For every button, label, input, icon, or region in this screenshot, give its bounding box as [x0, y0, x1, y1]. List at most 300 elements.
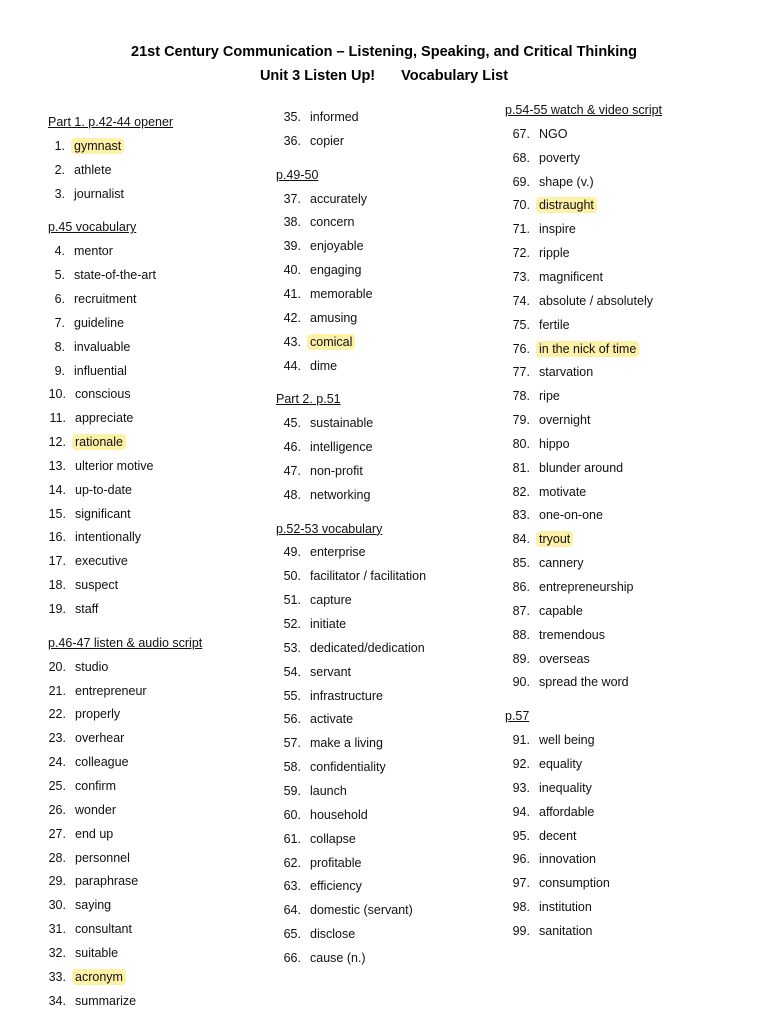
item-number: 16.	[48, 530, 66, 545]
vocab-item	[505, 387, 563, 405]
vocab-word: concern	[310, 215, 355, 230]
vocab-word: up-to-date	[75, 482, 132, 497]
item-number: 87.	[512, 603, 530, 618]
vocab-item	[505, 268, 606, 286]
vocab-item	[48, 944, 121, 962]
vocab-item	[276, 782, 350, 800]
vocab-item	[48, 314, 127, 332]
vocab-item	[48, 362, 130, 380]
vocab-word: influential	[74, 363, 127, 378]
vocab-word: sanitation	[539, 923, 593, 938]
vocab-word: cause (n.)	[310, 950, 366, 965]
item-number: 81.	[512, 460, 530, 475]
vocab-item	[276, 333, 355, 351]
item-number: 66.	[283, 950, 301, 965]
vocab-item	[276, 758, 389, 776]
vocab-word: motivate	[539, 484, 587, 499]
vocab-word: initiate	[310, 617, 347, 631]
item-number: 58.	[283, 760, 301, 775]
vocab-word: ripe	[539, 389, 560, 404]
vocab-item	[276, 438, 376, 456]
item-number: 69.	[512, 174, 530, 189]
highlighted-vocab-word: gymnast	[71, 138, 124, 154]
vocab-item	[505, 755, 585, 773]
vocab-item	[48, 457, 157, 475]
item-number: 99.	[512, 923, 530, 938]
unit-title: Unit 3 Listen Up!	[259, 68, 376, 84]
vocab-word: engaging	[310, 263, 362, 278]
vocab-item	[276, 663, 354, 681]
vocab-item	[276, 462, 366, 480]
item-number: 74.	[512, 293, 530, 308]
item-number: 23.	[48, 731, 66, 746]
vocab-word: disclose	[310, 927, 356, 942]
item-number: 97.	[512, 876, 530, 891]
highlighted-vocab-word: comical	[307, 334, 355, 350]
vocab-word: domestic (servant)	[310, 903, 413, 918]
vocab-word: personnel	[75, 850, 130, 865]
vocab-word: invaluable	[74, 339, 131, 354]
item-number: 45.	[283, 416, 301, 431]
vocab-item	[505, 530, 573, 548]
vocab-item	[276, 806, 371, 824]
vocab-item	[276, 925, 358, 943]
vocab-item	[505, 125, 570, 143]
vocab-word: ripple	[539, 246, 570, 261]
vocab-item	[505, 459, 626, 477]
vocab-item	[505, 626, 608, 644]
item-number: 13.	[48, 458, 66, 473]
vocab-item	[505, 731, 598, 749]
item-number: 15.	[48, 506, 66, 521]
item-number: 7.	[54, 315, 65, 330]
item-number: 50.	[283, 569, 301, 584]
item-number: 2.	[54, 162, 65, 177]
item-number: 70.	[512, 198, 530, 213]
item-number: 82.	[512, 484, 530, 499]
item-number: 29.	[48, 874, 66, 889]
item-number: 49.	[283, 545, 301, 560]
item-number: 12.	[48, 435, 66, 450]
vocab-word: consumption	[539, 876, 610, 891]
section-heading: p.49-50	[276, 167, 319, 182]
item-number: 44.	[283, 358, 301, 373]
vocab-item	[48, 576, 121, 594]
item-number: 27.	[48, 826, 66, 841]
highlighted-vocab-word: distraught	[536, 197, 597, 213]
item-number: 84.	[512, 532, 530, 547]
item-number: 24.	[48, 755, 66, 770]
item-number: 75.	[512, 317, 530, 332]
item-number: 10.	[48, 387, 66, 402]
item-number: 91.	[512, 733, 530, 748]
vocab-word: studio	[75, 659, 109, 674]
item-number: 35.	[283, 110, 301, 124]
vocab-item	[48, 968, 126, 986]
vocab-word: affordable	[539, 804, 595, 819]
vocab-item	[48, 552, 131, 570]
item-number: 21.	[48, 683, 66, 698]
vocab-item	[505, 803, 597, 821]
vocab-item	[276, 639, 428, 657]
item-number: 54.	[283, 664, 301, 679]
vocab-item	[48, 266, 159, 284]
vocab-item	[48, 872, 141, 890]
vocab-word: consultant	[75, 922, 132, 937]
vocab-item	[48, 729, 127, 747]
vocab-word: appreciate	[75, 411, 134, 426]
section-heading: p.52-53 vocabulary	[276, 521, 383, 536]
item-number: 92.	[512, 756, 530, 771]
item-number: 90.	[512, 675, 530, 690]
vocab-item	[505, 922, 596, 940]
vocab-word: enjoyable	[310, 239, 364, 254]
vocab-item	[276, 710, 356, 728]
item-number: 8.	[54, 339, 65, 354]
item-number: 77.	[512, 365, 530, 380]
vocab-word: infrastructure	[310, 688, 383, 703]
vocab-item	[48, 528, 144, 546]
vocab-item	[276, 687, 386, 705]
vocab-item	[276, 261, 364, 279]
vocab-item	[276, 591, 355, 609]
vocab-item	[276, 567, 429, 585]
item-number: 18.	[48, 578, 66, 593]
item-number: 72.	[512, 246, 530, 261]
vocab-item	[505, 149, 583, 167]
item-number: 65.	[283, 927, 301, 942]
vocab-word: recruitment	[74, 291, 137, 306]
vocab-word: journalist	[74, 186, 125, 201]
vocab-item	[505, 827, 580, 845]
item-number: 76.	[512, 341, 530, 356]
item-number: 33.	[48, 969, 66, 984]
vocab-item	[48, 481, 135, 499]
vocab-word: inspire	[539, 222, 576, 237]
vocab-word: capable	[539, 603, 583, 618]
item-number: 36.	[283, 133, 301, 148]
vocab-word: significant	[75, 506, 131, 521]
vocab-word: enterprise	[310, 545, 366, 560]
highlighted-vocab-word: tryout	[536, 531, 573, 547]
vocab-item	[505, 650, 593, 668]
vocab-word: innovation	[539, 852, 596, 867]
item-number: 89.	[512, 651, 530, 666]
vocab-word: athlete	[74, 162, 112, 177]
vocab-word: inequality	[539, 780, 592, 795]
vocab-item	[276, 108, 362, 126]
item-number: 59.	[283, 783, 301, 798]
vocab-word: magnificent	[539, 269, 603, 284]
item-number: 3.	[54, 186, 65, 201]
vocab-item	[505, 363, 596, 381]
vocab-item	[505, 316, 573, 334]
vocab-word: sustainable	[310, 416, 374, 431]
item-number: 55.	[283, 688, 301, 703]
vocab-item	[505, 292, 656, 310]
vocab-item	[48, 433, 126, 451]
vocab-word: efficiency	[310, 879, 362, 894]
vocab-word: end up	[75, 826, 114, 841]
vocab-word: starvation	[539, 365, 594, 380]
vocab-item	[505, 220, 579, 238]
vocab-word: dime	[310, 358, 338, 373]
highlighted-vocab-word: in the nick of time	[536, 341, 639, 357]
item-number: 47.	[283, 463, 301, 478]
vocab-item	[48, 242, 116, 260]
vocab-item	[505, 673, 632, 691]
vocab-item	[505, 578, 637, 596]
vocab-item	[505, 340, 639, 358]
item-number: 6.	[54, 291, 65, 306]
item-number: 26.	[48, 802, 66, 817]
vocab-item	[48, 161, 115, 179]
vocab-item	[276, 734, 386, 752]
vocab-word: ulterior motive	[75, 458, 154, 473]
item-number: 98.	[512, 900, 530, 915]
section-heading: p.45 vocabulary	[48, 220, 137, 235]
vocab-word: poverty	[539, 150, 580, 165]
item-number: 60.	[283, 807, 301, 822]
item-number: 11.	[49, 411, 66, 426]
list-title: Vocabulary List	[401, 68, 509, 84]
item-number: 5.	[54, 268, 65, 283]
item-number: 73.	[512, 269, 530, 284]
item-number: 9.	[54, 363, 65, 378]
vocab-word: summarize	[75, 993, 137, 1008]
item-number: 46.	[283, 440, 301, 455]
item-number: 14.	[48, 482, 66, 497]
item-number: 79.	[512, 413, 530, 428]
vocab-word: launch	[310, 783, 347, 798]
vocab-word: collapse	[310, 831, 356, 846]
vocab-item	[276, 357, 340, 375]
vocab-word: equality	[539, 756, 583, 771]
highlighted-vocab-word: acronym	[72, 969, 126, 985]
vocab-word: amusing	[310, 310, 358, 325]
vocab-word: overnight	[539, 413, 591, 428]
vocab-item	[276, 830, 359, 848]
vocab-item	[48, 753, 132, 771]
vocab-word: intentionally	[75, 530, 142, 545]
vocab-item	[276, 486, 373, 504]
vocab-word: fertile	[539, 317, 570, 332]
item-number: 63.	[283, 879, 301, 894]
item-number: 86.	[512, 580, 530, 594]
vocab-word: accurately	[310, 191, 367, 206]
item-number: 38.	[283, 215, 301, 230]
section-heading: Part 1. p.42-44 opener	[48, 115, 174, 129]
vocab-word: overseas	[539, 651, 590, 666]
vocab-item	[505, 173, 597, 191]
vocab-item	[48, 385, 134, 403]
vocab-word: household	[310, 807, 368, 822]
vocab-word: tremendous	[539, 627, 606, 642]
vocab-item	[48, 505, 134, 523]
vocab-word: state-of-the-art	[74, 268, 156, 283]
vocab-item	[276, 854, 364, 872]
item-number: 22.	[48, 707, 66, 722]
item-number: 1.	[54, 138, 65, 153]
vocab-word: suitable	[75, 945, 119, 960]
vocab-word: memorable	[310, 286, 373, 301]
vocab-word: one-on-one	[539, 508, 603, 523]
item-number: 83.	[512, 508, 530, 523]
vocab-word: staff	[75, 602, 99, 616]
item-number: 32.	[48, 945, 66, 960]
item-number: 37.	[283, 191, 301, 206]
vocab-item	[48, 705, 123, 723]
vocab-word: confirm	[75, 778, 116, 793]
vocab-word: well being	[539, 733, 595, 748]
vocab-item	[48, 682, 150, 700]
vocab-word: wonder	[75, 802, 116, 817]
vocab-item	[48, 185, 127, 203]
vocab-word: facilitator / facilitation	[310, 569, 427, 584]
vocab-word: make a living	[310, 736, 383, 751]
vocab-item	[276, 877, 365, 895]
vocab-word: networking	[310, 487, 371, 502]
section-heading: Part 2. p.51	[276, 392, 341, 407]
vocab-word: dedicated/dedication	[310, 640, 425, 655]
vocab-item	[505, 874, 613, 892]
item-number: 4.	[54, 244, 65, 259]
vocab-word: colleague	[75, 755, 129, 770]
vocab-item	[276, 285, 376, 303]
item-number: 52.	[283, 617, 301, 631]
vocab-item	[48, 825, 116, 843]
vocab-item	[505, 850, 599, 868]
vocab-word: properly	[75, 707, 121, 722]
item-number: 28.	[48, 850, 66, 865]
vocab-word: overhear	[75, 731, 125, 746]
item-number: 62.	[283, 855, 301, 870]
vocab-word: cannery	[539, 556, 584, 571]
vocab-word: NGO	[539, 126, 568, 141]
vocab-item	[48, 409, 136, 427]
item-number: 56.	[283, 712, 301, 727]
vocab-item	[505, 244, 573, 262]
item-number: 96.	[512, 852, 530, 867]
vocab-item	[505, 898, 595, 916]
item-number: 19.	[48, 602, 66, 616]
item-number: 93.	[512, 780, 530, 795]
vocab-item	[505, 602, 586, 620]
item-number: 40.	[283, 263, 301, 278]
vocab-word: hippo	[539, 436, 570, 451]
vocab-item	[48, 920, 135, 938]
vocab-item	[505, 779, 595, 797]
item-number: 42.	[283, 310, 301, 325]
vocab-word: copier	[310, 133, 345, 148]
vocab-word: saying	[75, 898, 112, 913]
item-number: 78.	[512, 389, 530, 404]
vocab-word: guideline	[74, 315, 125, 330]
vocab-word: intelligence	[310, 440, 373, 455]
vocab-item	[276, 309, 360, 327]
vocab-item	[48, 338, 133, 356]
vocab-word: spread the word	[539, 675, 629, 690]
vocab-item	[48, 992, 139, 1010]
section-heading: p.54-55 watch & video script	[505, 103, 663, 117]
vocab-item	[48, 658, 111, 676]
item-number: 48.	[283, 487, 301, 502]
item-number: 88.	[512, 627, 530, 642]
vocab-item	[505, 411, 593, 429]
vocab-word: conscious	[75, 387, 131, 402]
item-number: 34.	[48, 993, 66, 1008]
item-number: 51.	[283, 593, 301, 608]
vocab-word: paraphrase	[75, 874, 139, 889]
vocab-item	[48, 896, 114, 914]
vocab-word: absolute / absolutely	[539, 293, 653, 308]
vocab-item	[48, 777, 119, 795]
vocab-word: decent	[539, 828, 577, 843]
vocab-item	[276, 615, 349, 633]
vocab-item	[48, 290, 140, 308]
vocab-item	[48, 801, 119, 819]
item-number: 85.	[512, 556, 530, 571]
item-number: 25.	[48, 778, 66, 793]
section-heading: p.57	[505, 709, 530, 724]
vocab-word: confidentiality	[310, 760, 386, 775]
vocab-word: entrepreneurship	[539, 580, 634, 594]
item-number: 30.	[48, 898, 66, 913]
vocab-word: entrepreneur	[75, 683, 147, 698]
vocab-item	[276, 414, 376, 432]
item-number: 41.	[283, 286, 301, 301]
item-number: 71.	[512, 222, 530, 237]
item-number: 95.	[512, 828, 530, 843]
vocab-item	[276, 190, 370, 208]
vocab-word: blunder around	[539, 460, 624, 475]
vocab-word: mentor	[74, 244, 113, 259]
vocab-word: non-profit	[310, 463, 363, 478]
vocab-word: servant	[310, 664, 351, 679]
vocab-word: informed	[310, 110, 359, 124]
item-number: 67.	[512, 126, 530, 141]
vocab-word: capture	[310, 593, 352, 608]
item-number: 31.	[48, 922, 66, 937]
item-number: 94.	[512, 804, 530, 819]
vocab-item	[48, 849, 133, 867]
vocab-item	[276, 237, 367, 255]
vocab-item	[505, 506, 606, 524]
item-number: 39.	[283, 239, 301, 254]
item-number: 68.	[512, 150, 530, 165]
vocab-item	[505, 483, 589, 501]
vocab-word: shape (v.)	[539, 174, 594, 189]
document-subtitle	[0, 68, 768, 84]
section-heading: p.46-47 listen & audio script	[48, 635, 203, 650]
highlighted-vocab-word: rationale	[72, 434, 126, 450]
vocab-item	[505, 554, 586, 572]
vocab-item	[48, 137, 124, 155]
vocab-word: suspect	[75, 578, 119, 593]
item-number: 57.	[283, 736, 301, 751]
vocab-word: executive	[75, 554, 128, 569]
document-title: 21st Century Communication – Listening, Speaking, and Critical Thinking	[131, 44, 637, 60]
vocab-item	[505, 435, 573, 453]
item-number: 53.	[283, 640, 301, 655]
item-number: 64.	[283, 903, 301, 918]
vocab-item	[505, 196, 597, 214]
vocab-item	[276, 901, 416, 919]
item-number: 43.	[283, 334, 301, 349]
vocab-item	[276, 132, 347, 150]
item-number: 61.	[283, 831, 301, 846]
item-number: 17.	[48, 554, 66, 569]
